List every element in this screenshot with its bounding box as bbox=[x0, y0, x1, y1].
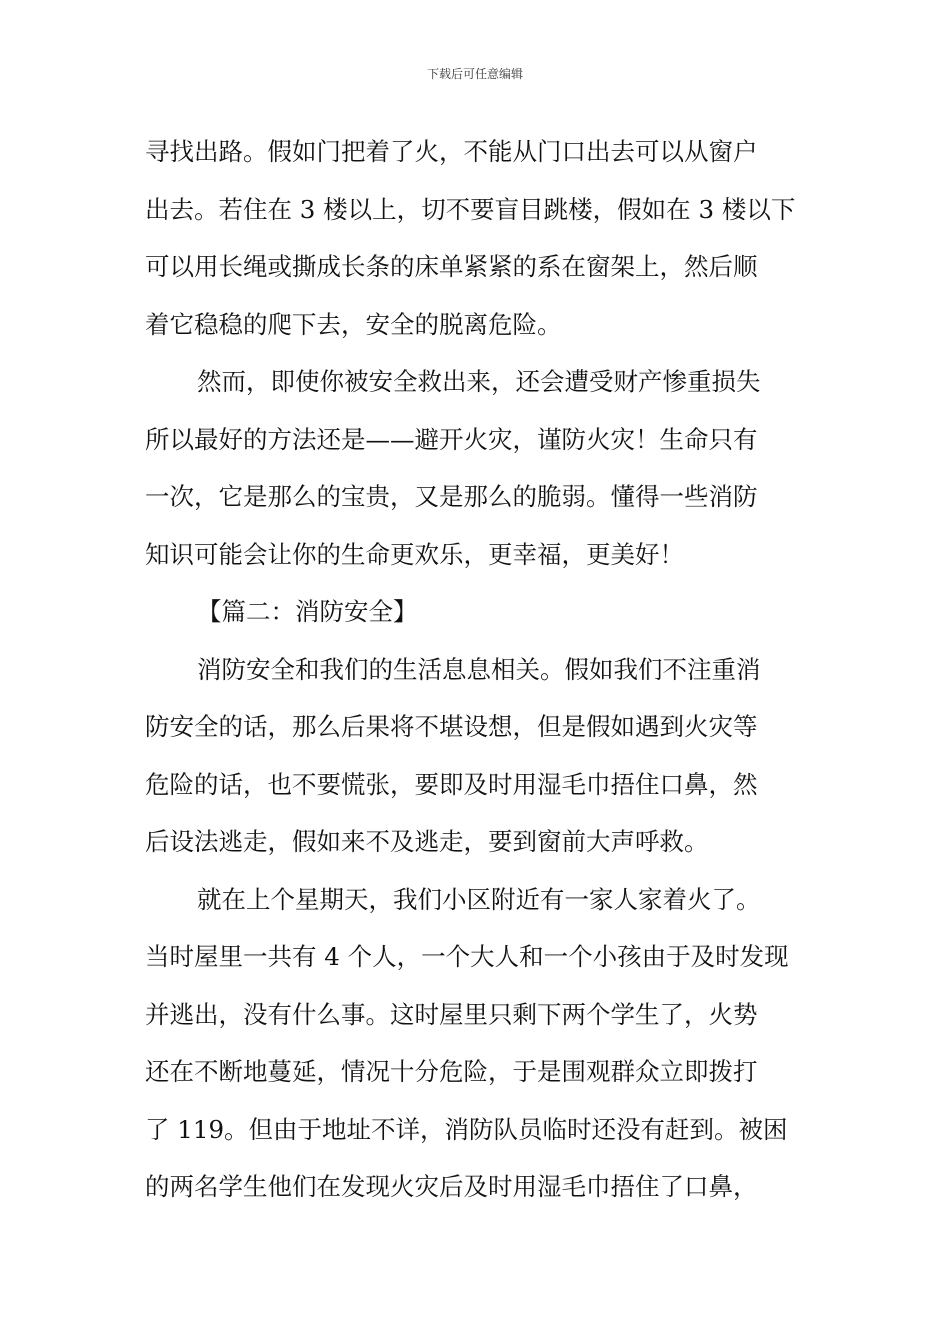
text-line: 消防安全和我们的生活息息相关。假如我们不注重消 bbox=[197, 654, 761, 684]
text-line: 危险的话，也不要慌张，要即及时用湿毛巾捂住口鼻，然 bbox=[145, 769, 758, 799]
page-header: 下载后可任意编辑 bbox=[426, 67, 523, 81]
text-line: 【篇二：消防安全】 bbox=[197, 597, 418, 626]
text-line: 然而，即使你被安全救出来，还会遭受财产惨重损失 bbox=[197, 367, 761, 396]
text-line: 知识可能会让你的生命更欢乐，更幸福，更美好！ bbox=[145, 539, 684, 569]
text-line: 可以用长绳或撕成长条的床单紧紧的系在窗架上，然后顺 bbox=[145, 252, 758, 281]
text-line: 当时屋里一共有 4 个人，一个大人和一个小孩由于及时发现 bbox=[145, 942, 789, 971]
text-line: 后设法逃走，假如来不及逃走，要到窗前大声呼救。 bbox=[145, 827, 709, 856]
text-line: 一次，它是那么的宝贵，又是那么的脆弱。懂得一些消防 bbox=[145, 482, 758, 511]
text-line: 着它稳稳的爬下去，安全的脱离危险。 bbox=[145, 309, 562, 339]
text-line: 就在上个星期天，我们小区附近有一家人家着火了。 bbox=[197, 884, 761, 914]
text-line: 还在不断地蔓延，情况十分危险，于是围观群众立即拨打 bbox=[145, 1057, 758, 1086]
text-line: 并逃出，没有什么事。这时屋里只剩下两个学生了，火势 bbox=[145, 999, 758, 1029]
text-line: 所以最好的方法还是——避开火灾，谨防火灾！生命只有 bbox=[145, 424, 758, 454]
text-line: 防安全的话，那么后果将不堪设想，但是假如遇到火灾等 bbox=[145, 712, 758, 741]
text-line: 的两名学生他们在发现火灾后及时用湿毛巾捂住了口鼻， bbox=[145, 1172, 758, 1201]
text-line: 了 119。但由于地址不详，消防队员临时还没有赶到。被困 bbox=[145, 1114, 788, 1144]
document-body bbox=[145, 123, 810, 1216]
text-line: 出去。若住在 3 楼以上，切不要盲目跳楼，假如在 3 楼以下 bbox=[145, 194, 796, 224]
text-line: 寻找出路。假如门把着了火，不能从门口出去可以从窗户 bbox=[145, 137, 758, 166]
